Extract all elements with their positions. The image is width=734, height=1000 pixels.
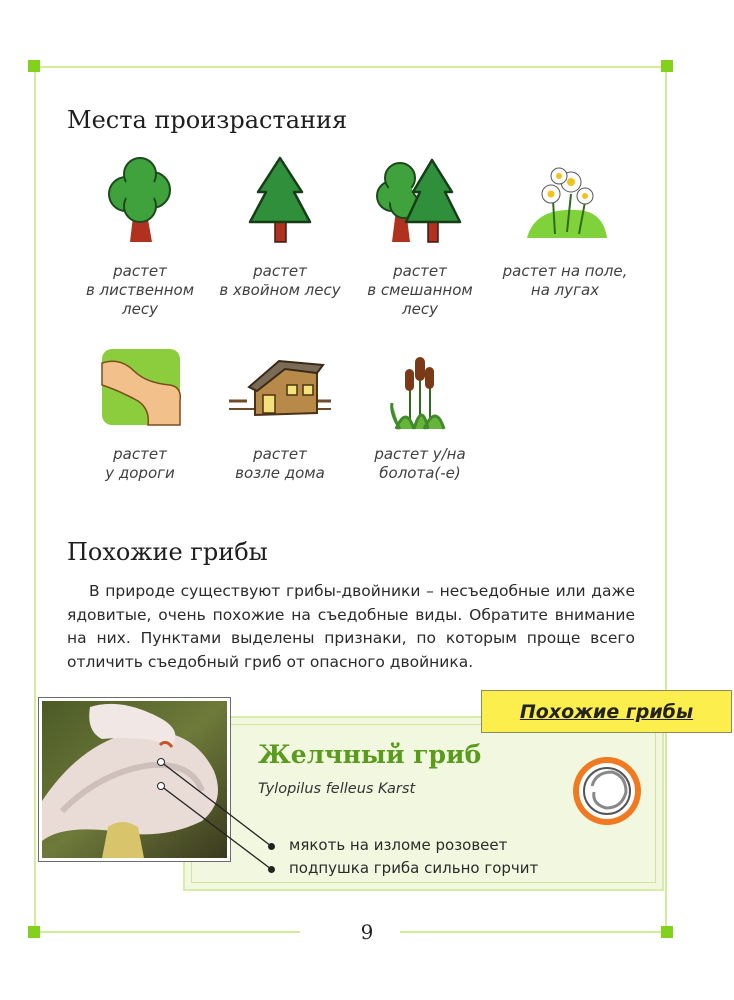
feature-item: подпушка гриба сильно горчит — [289, 859, 539, 877]
mushroom-name: Желчный гриб — [258, 740, 482, 769]
habitat-caption: растет в смешанном лесу — [367, 262, 473, 318]
habitat-heading: Места произрастания — [67, 106, 348, 134]
feature-bullet — [268, 843, 275, 850]
similar-tag-label: Похожие грибы — [519, 700, 694, 723]
inedible-ring-icon — [572, 756, 642, 826]
page-number: 9 — [360, 920, 374, 944]
habitat-caption: растет в лиственном лесу — [85, 262, 195, 318]
habitat-caption: растет возле дома — [235, 445, 325, 482]
habitat-caption: растет у дороги — [105, 445, 175, 482]
mushroom-latin-name: Tylopilus felleus Karst — [258, 781, 416, 797]
similar-paragraph: В природе существуют грибы-двойники – несъедобные или даже ядовитые, очень похожие на съедобные виды. Обратите внимание на них. Пунктами выделены признаки, по которым проще всего отличить съедобный гриб от опасного двойника. — [67, 582, 635, 671]
habitat-caption: растет на поле, на лугах — [502, 262, 628, 299]
feature-item: мякоть на изломе розовеет — [289, 836, 508, 854]
habitat-caption: растет у/на болота(-е) — [374, 445, 466, 482]
similar-heading: Похожие грибы — [67, 538, 268, 566]
feature-bullet — [268, 866, 275, 873]
habitat-caption: растет в хвойном лесу — [219, 262, 341, 299]
